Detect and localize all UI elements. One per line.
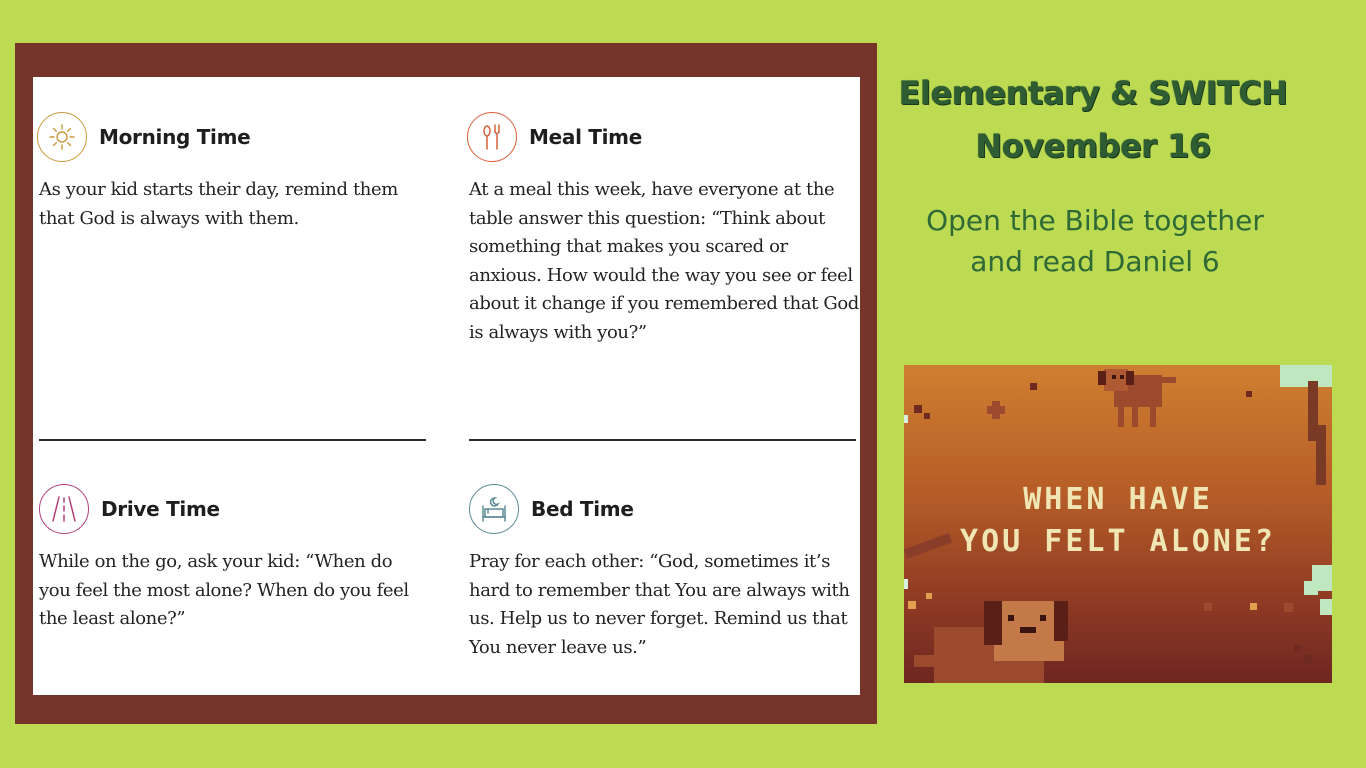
text-line: about it change if you remembered that God bbox=[469, 293, 859, 315]
road-icon bbox=[39, 484, 89, 534]
promo-line2: YOU FELT ALONE? bbox=[960, 524, 1276, 559]
bed-time-text bbox=[469, 548, 850, 662]
morning-time-title: Morning Time bbox=[99, 125, 251, 149]
text-line: us. Help us to never forget. Remind us that bbox=[469, 608, 848, 630]
drive-time-header bbox=[39, 482, 220, 536]
reading-instruction-line2: and read Daniel 6 bbox=[970, 245, 1220, 278]
promo-line1: WHEN HAVE bbox=[1023, 482, 1213, 517]
text-line: table answer this question: “Think about bbox=[469, 207, 826, 229]
morning-time-text bbox=[39, 176, 398, 233]
text-line: is always with you?” bbox=[469, 321, 647, 343]
text-line: You never leave us.” bbox=[469, 636, 647, 658]
page-title-line2: November 16 bbox=[975, 127, 1211, 165]
meal-time-text bbox=[469, 176, 859, 348]
meal-time-header bbox=[467, 110, 642, 164]
text-line: hard to remember that You are always with bbox=[469, 579, 850, 601]
meal-time-title: Meal Time bbox=[529, 125, 642, 149]
drive-time-title: Drive Time bbox=[101, 497, 220, 521]
drive-time-text bbox=[39, 548, 409, 634]
text-line: At a meal this week, have everyone at the bbox=[469, 179, 835, 200]
page-title-line1: Elementary & SWITCH bbox=[898, 74, 1288, 112]
text-line: that God is always with them. bbox=[39, 207, 299, 229]
family-cue-card bbox=[33, 77, 860, 695]
divider-right bbox=[469, 439, 856, 441]
reading-instruction-line1: Open the Bible together bbox=[926, 204, 1264, 237]
text-line: something that makes you scared or bbox=[469, 236, 788, 258]
text-line: Pray for each other: “God, sometimes it’s bbox=[469, 551, 831, 572]
bed-moon-icon bbox=[469, 484, 519, 534]
morning-time-header bbox=[37, 110, 250, 164]
promo-image bbox=[904, 365, 1332, 683]
text-line: you feel the most alone? When do you feel bbox=[39, 579, 409, 601]
text-line: anxious. How would the way you see or feel bbox=[469, 264, 853, 286]
text-line: the least alone?” bbox=[39, 608, 186, 630]
fork-spoon-icon bbox=[467, 112, 517, 162]
bed-time-header bbox=[469, 482, 634, 536]
divider-left bbox=[39, 439, 426, 441]
sun-icon bbox=[37, 112, 87, 162]
text-line: As your kid starts their day, remind them bbox=[39, 179, 398, 200]
bed-time-title: Bed Time bbox=[531, 497, 634, 521]
text-line: While on the go, ask your kid: “When do bbox=[39, 551, 393, 572]
